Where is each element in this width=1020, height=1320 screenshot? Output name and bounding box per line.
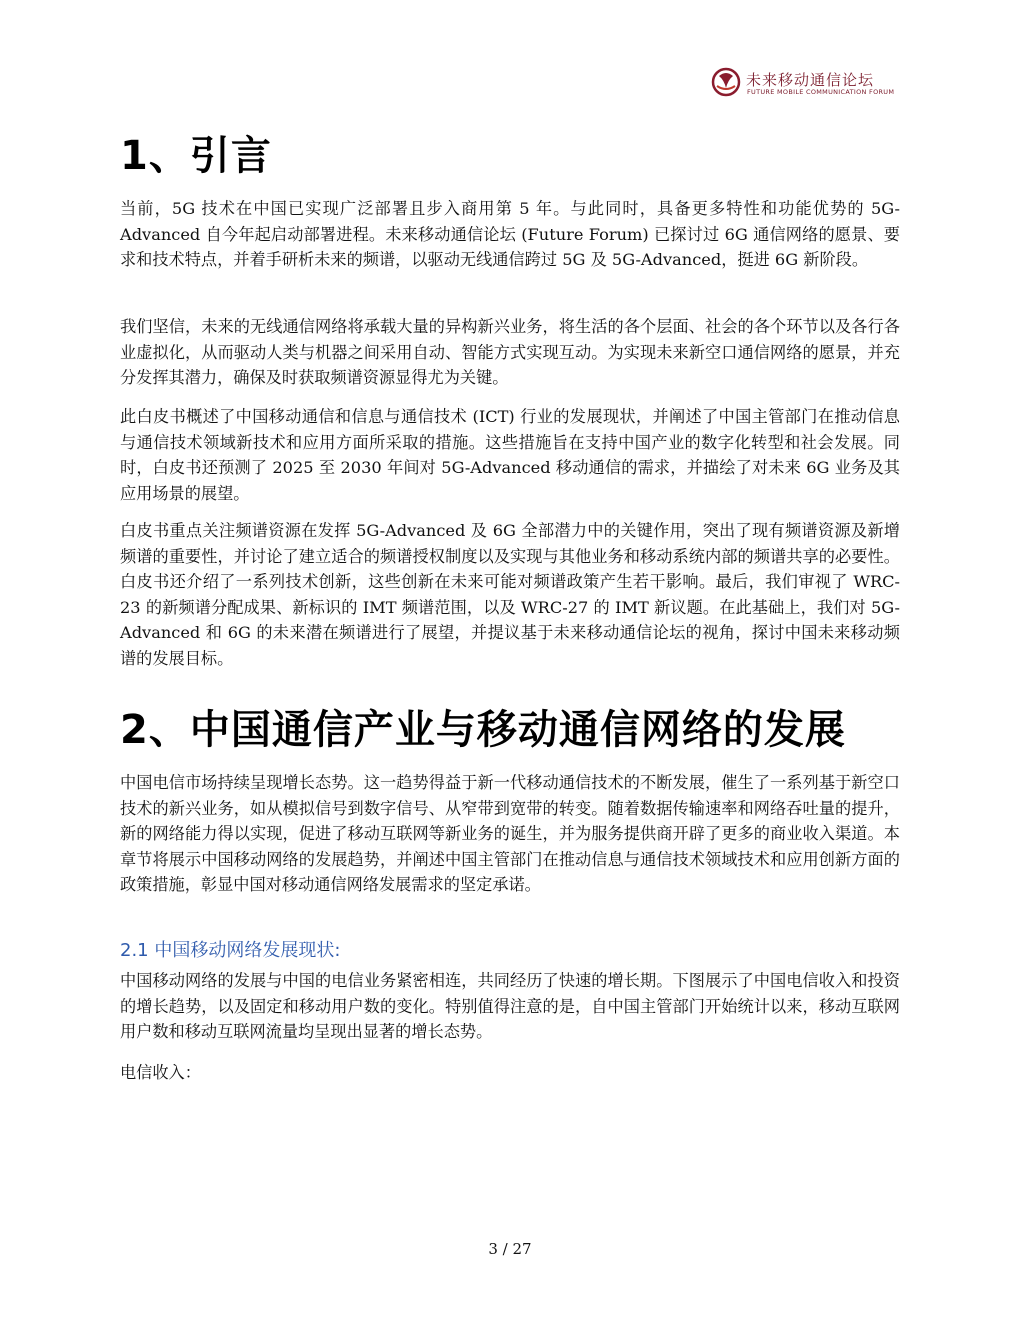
section-1-paragraph: 当前，5G 技术在中国已实现广泛部署且步入商用第 5 年。与此同时，具备更多特性和功能优势的 5G-Advanced 自今年起启动部署进程。未来移动通信论坛 (Future Forum) 已探讨过 6G 通信网络的愿景、要求和技术特点，并着手研析未来的频谱，以驱动无线通信跨过 5G 及 5G-Advanced，挺进 6G 新阶段。 (120, 199, 900, 269)
section-1-heading: 1、引言 (120, 133, 272, 179)
page-number: 3 / 27 (488, 1240, 532, 1258)
logo-english-text: FUTURE MOBILE COMMUNICATION FORUM (747, 88, 895, 96)
forum-logo (710, 66, 895, 102)
subsection-2-1-heading: 2.1 中国移动网络发展现状: (120, 940, 341, 961)
section-1-paragraph: 我们坚信，未来的无线通信网络将承载大量的异构新兴业务，将生活的各个层面、社会的各个环节以及各行各业虚拟化，从而驱动人类与机器之间采用自动、智能方式实现互动。为实现未来新空口通信网络的愿景，并充分发挥其潜力，确保及时获取频谱资源显得尤为关键。 (120, 317, 900, 387)
section-2-heading: 2、中国通信产业与移动通信网络的发展 (120, 707, 846, 753)
section-2-paragraph: 中国电信市场持续呈现增长态势。这一趋势得益于新一代移动通信技术的不断发展，催生了一系列基于新空口技术的新兴业务，如从模拟信号到数字信号、从窄带到宽带的转变。随着数据传输速率和网络吞吐量的提升，新的网络能力得以实现，促进了移动互联网等新业务的诞生，并为服务提供商开辟了更多的商业收入渠道。本章节将展示中国移动网络的发展趋势，并阐述中国主管部门在推动信息与通信技术领域技术和应用创新方面的政策措施，彰显中国对移动通信网络发展需求的坚定承诺。 (120, 773, 900, 894)
section-1-paragraph: 白皮书重点关注频谱资源在发挥 5G-Advanced 及 6G 全部潜力中的关键作用，突出了现有频谱资源及新增频谱的重要性，并讨论了建立适合的频谱授权制度以及实现与其他业务和移动系统内部的频谱共享的必要性。白皮书还介绍了一系列技术创新，这些创新在未来可能对频谱政策产生若干影响。最后，我们审视了 WRC-23 的新频谱分配成果、新标识的 IMT 频谱范围，以及 WRC-27 的 IMT 新议题。在此基础上，我们对 5G-Advanced 和 6G 的未来潜在频谱进行了展望，并提议基于未来移动通信论坛的视角，探讨中国未来移动频谱的发展目标。 (120, 521, 900, 668)
forum-emblem-icon (710, 66, 742, 98)
section-1-paragraph: 此白皮书概述了中国移动通信和信息与通信技术 (ICT) 行业的发展现状，并阐述了中国主管部门在推动信息与通信技术领域新技术和应用方面所采取的措施。这些措施旨在支持中国产业的数字化转型和社会发展。同时，白皮书还预测了 2025 至 2030 年间对 5G-Advanced 移动通信的需求，并描绘了对未来 6G 业务及其应用场景的展望。 (120, 407, 900, 503)
logo-chinese-text: 未来移动通信论坛 (746, 71, 875, 89)
subsection-paragraph: 中国移动网络的发展与中国的电信业务紧密相连，共同经历了快速的增长期。下图展示了中国电信收入和投资的增长趋势，以及固定和移动用户数的变化。特别值得注意的是，自中国主管部门开始统计以来，移动互联网用户数和移动互联网流量均呈现出显著的增长态势。 (120, 971, 900, 1041)
telecom-revenue-label: 电信收入： (120, 1063, 201, 1082)
